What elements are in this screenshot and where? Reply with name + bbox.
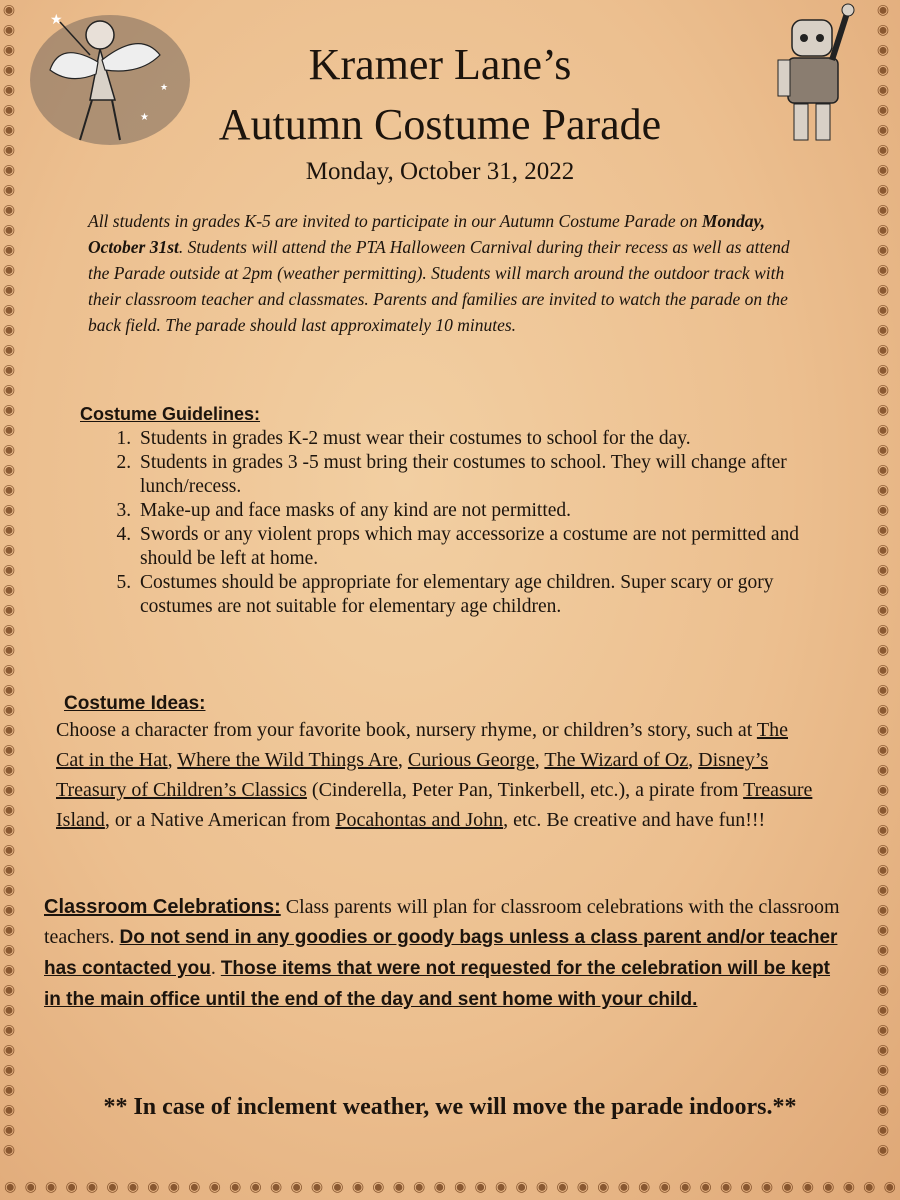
book-title: Curious George <box>407 749 535 771</box>
pumpkin-icon: ◉ <box>2 1022 16 1038</box>
pumpkin-icon: ◉ <box>2 982 16 998</box>
pumpkin-icon: ◉ <box>876 702 890 718</box>
pumpkin-icon: ◉ <box>876 122 890 138</box>
book-title: Where the Wild Things Are <box>177 749 398 771</box>
pumpkin-icon: ◉ <box>876 682 890 698</box>
pumpkin-icon: ◉ <box>2 522 16 538</box>
pumpkin-icon: ◉ <box>876 462 890 478</box>
pumpkin-icon: ◉ <box>85 1179 99 1195</box>
pumpkin-icon: ◉ <box>876 822 890 838</box>
ideas-text: , <box>688 749 699 771</box>
pumpkin-icon: ◉ <box>2 2 16 18</box>
pumpkin-icon: ◉ <box>2 122 16 138</box>
pumpkin-icon: ◉ <box>515 1179 528 1195</box>
pumpkin-icon: ◉ <box>2 922 16 938</box>
pumpkin-icon: ◉ <box>2 482 16 498</box>
intro-date-bold: Monday, October 31st <box>88 211 765 257</box>
pumpkin-icon: ◉ <box>876 1142 890 1158</box>
pumpkin-icon: ◉ <box>876 1022 890 1038</box>
pumpkin-icon: ◉ <box>2 882 16 898</box>
pumpkin-icon: ◉ <box>2 202 16 218</box>
pumpkin-icon: ◉ <box>65 1179 78 1195</box>
pumpkin-icon: ◉ <box>876 382 890 398</box>
pumpkin-icon: ◉ <box>699 1179 712 1195</box>
pumpkin-icon: ◉ <box>876 862 890 878</box>
pumpkin-icon: ◉ <box>2 822 16 838</box>
pumpkin-icon: ◉ <box>876 842 890 858</box>
pumpkin-icon: ◉ <box>2 302 16 318</box>
pumpkin-icon: ◉ <box>876 222 890 238</box>
pumpkin-icon: ◉ <box>658 1179 671 1195</box>
pumpkin-icon: ◉ <box>876 482 890 498</box>
pumpkin-icon: ◉ <box>876 142 890 158</box>
pumpkin-icon: ◉ <box>270 1179 283 1195</box>
pumpkin-icon: ◉ <box>2 102 16 118</box>
pumpkin-icon: ◉ <box>876 162 890 178</box>
pumpkin-icon: ◉ <box>2 322 16 338</box>
pumpkin-icon: ◉ <box>876 1042 890 1058</box>
pumpkin-icon: ◉ <box>876 902 890 918</box>
ideas-text: , <box>397 749 408 771</box>
pumpkin-icon: ◉ <box>781 1179 794 1195</box>
pumpkin-icon: ◉ <box>2 142 16 158</box>
pumpkin-icon: ◉ <box>876 562 890 578</box>
pumpkin-icon: ◉ <box>126 1179 140 1195</box>
pumpkin-icon: ◉ <box>2 582 16 598</box>
pumpkin-icon: ◉ <box>2 622 16 638</box>
pumpkin-icon: ◉ <box>229 1179 242 1195</box>
book-title: The Wizard of Oz <box>544 749 689 771</box>
pumpkin-border-right <box>866 0 900 1200</box>
title-line-2: Autumn Costume Parade <box>218 100 662 149</box>
costume-guidelines-section <box>80 404 840 619</box>
pumpkin-icon: ◉ <box>331 1179 344 1195</box>
pumpkin-icon: ◉ <box>2 282 16 298</box>
ideas-text: (Cinderella, Peter Pan, Tinkerbell, etc.), a pirate from <box>306 779 744 801</box>
pumpkin-icon: ◉ <box>2 662 16 678</box>
celebrations-warning-2: Those items that were not requested for the celebration will be kept in the main office until the end of the day and sent home with your child. <box>44 958 831 1010</box>
guidelines-heading: Costume Guidelines: <box>80 404 261 424</box>
pumpkin-icon: ◉ <box>372 1179 385 1195</box>
ideas-text: , <box>534 749 545 771</box>
ideas-paragraph <box>56 715 816 835</box>
pumpkin-icon: ◉ <box>876 602 890 618</box>
ideas-text: , or a Native American from <box>104 809 336 831</box>
ideas-text: , etc. Be creative and have fun!!! <box>503 809 766 831</box>
pumpkin-icon: ◉ <box>2 862 16 878</box>
pumpkin-icon: ◉ <box>2 642 16 658</box>
celebrations-warning-1: Do not send in any goodies or goody bags unless a class parent and/or teacher has contacted you <box>44 927 838 979</box>
pumpkin-icon: ◉ <box>876 262 890 278</box>
pumpkin-icon: ◉ <box>876 722 890 738</box>
pumpkin-icon: ◉ <box>876 742 890 758</box>
pumpkin-icon: ◉ <box>556 1179 569 1195</box>
pumpkin-icon: ◉ <box>876 762 890 778</box>
pumpkin-icon: ◉ <box>2 422 16 438</box>
guideline-item: 1. Students in grades K-2 must wear their costumes to school for the day. <box>136 427 840 451</box>
pumpkin-icon: ◉ <box>2 1082 16 1098</box>
pumpkin-icon: ◉ <box>876 982 890 998</box>
pumpkin-icon: ◉ <box>2 162 16 178</box>
celebrations-text: . <box>210 957 221 979</box>
pumpkin-icon: ◉ <box>876 1122 890 1138</box>
pumpkin-icon: ◉ <box>2 442 16 458</box>
pumpkin-icon: ◉ <box>2 902 16 918</box>
pumpkin-icon: ◉ <box>801 1179 814 1195</box>
pumpkin-icon: ◉ <box>2 682 16 698</box>
pumpkin-icon: ◉ <box>413 1179 426 1195</box>
pumpkin-icon: ◉ <box>2 82 16 98</box>
pumpkin-icon: ◉ <box>351 1179 365 1195</box>
pumpkin-icon: ◉ <box>876 502 890 518</box>
pumpkin-icon: ◉ <box>2 342 16 358</box>
guideline-item: 3. Make-up and face masks of any kind are not permitted. <box>136 499 840 523</box>
pumpkin-icon: ◉ <box>147 1179 160 1195</box>
pumpkin-icon: ◉ <box>2 1102 16 1118</box>
pumpkin-icon: ◉ <box>2 1042 16 1058</box>
pumpkin-icon: ◉ <box>106 1179 119 1195</box>
pumpkin-icon: ◉ <box>392 1179 405 1195</box>
pumpkin-icon: ◉ <box>2 402 16 418</box>
pumpkin-icon: ◉ <box>2 1002 16 1018</box>
pumpkin-icon: ◉ <box>433 1179 446 1195</box>
pumpkin-icon: ◉ <box>883 1179 896 1195</box>
pumpkin-icon: ◉ <box>876 522 890 538</box>
costume-ideas-section <box>56 693 816 835</box>
pumpkin-icon: ◉ <box>2 942 16 958</box>
intro-text-1: All students in grades K-5 are invited to participate in our Autumn Costume Parade on <box>88 211 702 231</box>
svg-text:★: ★ <box>160 82 169 92</box>
pumpkin-icon: ◉ <box>576 1179 590 1195</box>
pumpkin-icon: ◉ <box>2 762 16 778</box>
pumpkin-icon: ◉ <box>2 182 16 198</box>
celebrations-heading: Classroom Celebrations: <box>44 896 281 918</box>
pumpkin-icon: ◉ <box>2 702 16 718</box>
pumpkin-icon: ◉ <box>719 1179 733 1195</box>
pumpkin-icon: ◉ <box>208 1179 221 1195</box>
pumpkin-icon: ◉ <box>876 2 890 18</box>
pumpkin-icon: ◉ <box>876 542 890 558</box>
pumpkin-icon: ◉ <box>876 62 890 78</box>
pumpkin-icon: ◉ <box>876 442 890 458</box>
guidelines-list <box>80 427 840 619</box>
pumpkin-icon: ◉ <box>876 662 890 678</box>
pumpkin-icon: ◉ <box>2 1062 16 1078</box>
pumpkin-icon: ◉ <box>876 402 890 418</box>
pumpkin-icon: ◉ <box>760 1179 774 1195</box>
pumpkin-icon: ◉ <box>876 882 890 898</box>
pumpkin-icon: ◉ <box>167 1179 180 1195</box>
pumpkin-icon: ◉ <box>188 1179 201 1195</box>
pumpkin-icon: ◉ <box>2 962 16 978</box>
pumpkin-icon: ◉ <box>2 42 16 58</box>
pumpkin-icon: ◉ <box>494 1179 508 1195</box>
book-title: Pocahontas and John <box>335 809 504 831</box>
pumpkin-icon: ◉ <box>876 802 890 818</box>
pumpkin-icon: ◉ <box>876 622 890 638</box>
pumpkin-icon: ◉ <box>876 342 890 358</box>
pumpkin-icon: ◉ <box>2 562 16 578</box>
title-line-1: Kramer Lane’s <box>308 40 572 89</box>
ideas-text: , <box>167 749 178 771</box>
celebrations-text: Class parents will plan for classroom celebrations with the classroom teachers. <box>44 896 840 948</box>
pumpkin-border-bottom <box>0 1174 900 1200</box>
pumpkin-icon: ◉ <box>535 1179 549 1195</box>
pumpkin-icon: ◉ <box>454 1179 467 1195</box>
pumpkin-icon: ◉ <box>2 362 16 378</box>
pumpkin-icon: ◉ <box>2 1142 16 1158</box>
pumpkin-icon: ◉ <box>474 1179 487 1195</box>
pumpkin-icon: ◉ <box>2 262 16 278</box>
pumpkin-icon: ◉ <box>876 202 890 218</box>
svg-text:★: ★ <box>50 13 63 28</box>
pumpkin-icon: ◉ <box>2 802 16 818</box>
pumpkin-icon: ◉ <box>876 22 890 38</box>
pumpkin-icon: ◉ <box>2 502 16 518</box>
pumpkin-icon: ◉ <box>876 242 890 258</box>
pumpkin-icon: ◉ <box>876 322 890 338</box>
pumpkin-icon: ◉ <box>24 1179 37 1195</box>
svg-text:★: ★ <box>140 112 149 123</box>
classroom-celebrations-section <box>44 892 844 1015</box>
pumpkin-icon: ◉ <box>2 722 16 738</box>
pumpkin-icon: ◉ <box>638 1179 651 1195</box>
pumpkin-icon: ◉ <box>2 542 16 558</box>
pumpkin-icon: ◉ <box>740 1179 753 1195</box>
pumpkin-icon: ◉ <box>876 82 890 98</box>
pumpkin-icon: ◉ <box>290 1179 303 1195</box>
pumpkin-icon: ◉ <box>876 942 890 958</box>
pumpkin-icon: ◉ <box>876 302 890 318</box>
pumpkin-icon: ◉ <box>2 842 16 858</box>
event-date: Monday, October 31, 2022 <box>305 158 575 185</box>
pumpkin-icon: ◉ <box>679 1179 692 1195</box>
pumpkin-icon: ◉ <box>876 1082 890 1098</box>
intro-paragraph <box>88 208 808 338</box>
ideas-text: Choose a character from your favorite book, nursery rhyme, or children’s story, such at <box>56 719 757 741</box>
pumpkin-icon: ◉ <box>876 1062 890 1078</box>
book-title: The Cat in the Hat <box>56 719 788 771</box>
pumpkin-icon: ◉ <box>876 922 890 938</box>
guideline-item: 5. Costumes should be appropriate for elementary age children. Super scary or gory costumes are not suitable for elementary age children. <box>136 571 840 619</box>
book-title: Treasure Island <box>56 779 813 831</box>
pumpkin-icon: ◉ <box>876 1102 890 1118</box>
guideline-item: 4. Swords or any violent props which may accessorize a costume are not permitted and should be left at home. <box>136 523 840 571</box>
pumpkin-icon: ◉ <box>876 102 890 118</box>
pumpkin-icon: ◉ <box>2 62 16 78</box>
pumpkin-icon: ◉ <box>876 362 890 378</box>
pumpkin-icon: ◉ <box>876 182 890 198</box>
pumpkin-icon: ◉ <box>876 282 890 298</box>
pumpkin-icon: ◉ <box>597 1179 610 1195</box>
pumpkin-icon: ◉ <box>2 382 16 398</box>
pumpkin-icon: ◉ <box>4 1179 17 1195</box>
pumpkin-icon: ◉ <box>2 1122 16 1138</box>
pumpkin-icon: ◉ <box>876 582 890 598</box>
guideline-item: 2. Students in grades 3 -5 must bring their costumes to school. They will change after lunch/recess. <box>136 451 840 499</box>
pumpkin-border-left <box>0 0 18 1200</box>
book-title: Disney’s Treasury of Children’s Classics <box>56 749 769 801</box>
intro-text-2: . Students will attend the PTA Halloween Carnival during their recess as well as attend the Parade outside at 2pm (weather permitting). Students will march around the outdoor track with their classroom teacher and classmates. Parents and families are invited to watch the parade on the back field. The parade should last approximately 10 minutes. <box>88 237 790 335</box>
pumpkin-icon: ◉ <box>2 222 16 238</box>
pumpkin-icon: ◉ <box>876 642 890 658</box>
ideas-heading: Costume Ideas: <box>64 693 206 714</box>
pumpkin-icon: ◉ <box>876 1002 890 1018</box>
pumpkin-icon: ◉ <box>876 42 890 58</box>
pumpkin-icon: ◉ <box>876 422 890 438</box>
pumpkin-icon: ◉ <box>2 602 16 618</box>
pumpkin-icon: ◉ <box>249 1179 262 1195</box>
pumpkin-icon: ◉ <box>45 1179 58 1195</box>
superhero-robot-icon <box>770 0 860 148</box>
pumpkin-icon: ◉ <box>822 1179 835 1195</box>
pumpkin-icon: ◉ <box>310 1179 324 1195</box>
pumpkin-icon: ◉ <box>876 782 890 798</box>
pumpkin-icon: ◉ <box>863 1179 876 1195</box>
pumpkin-icon: ◉ <box>2 462 16 478</box>
pumpkin-icon: ◉ <box>876 962 890 978</box>
pumpkin-icon: ◉ <box>2 742 16 758</box>
pumpkin-icon: ◉ <box>2 242 16 258</box>
pumpkin-icon: ◉ <box>842 1179 855 1195</box>
weather-note: ** In case of inclement weather, we will move the parade indoors.** <box>103 1094 797 1120</box>
pumpkin-icon: ◉ <box>2 22 16 38</box>
pumpkin-icon: ◉ <box>617 1179 630 1195</box>
pumpkin-icon: ◉ <box>2 782 16 798</box>
